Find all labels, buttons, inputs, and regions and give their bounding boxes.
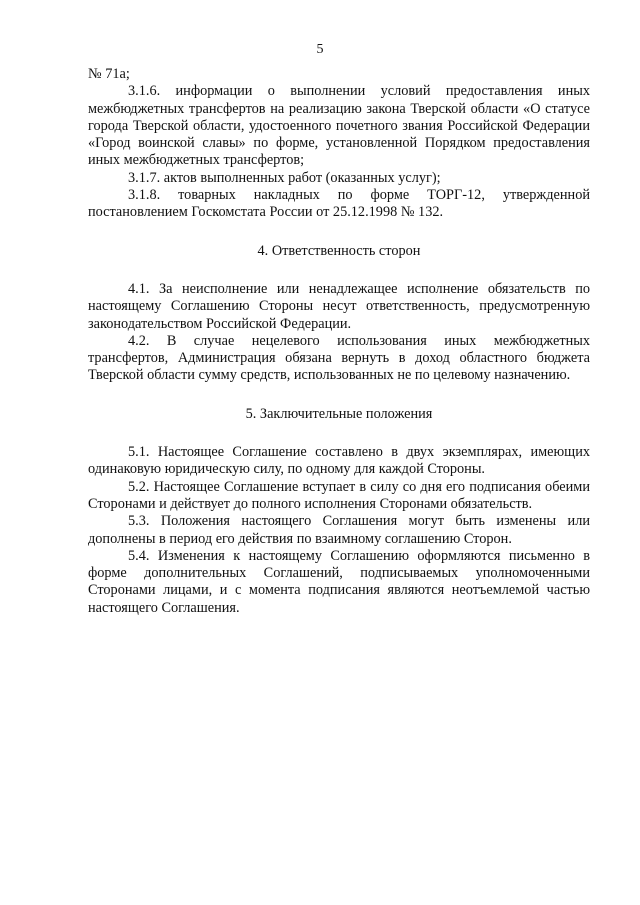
section-4-heading: 4. Ответственность сторон (257, 242, 421, 259)
section-4-body (88, 281, 590, 385)
paragraph-3-1-6: 3.1.6. информации о выполнении условий предоставления иных межбюджетных трансфертов на реализацию закона Тверской области «О статусе города Тверской области, удостоенного почетного звания Российской Федерации «Город воинской славы» по форме, установленной Порядком предоставления иных межбюджетных трансфертов; (88, 83, 590, 169)
paragraph-4-1: 4.1. За неисполнение или ненадлежащее исполнение обязательств по настоящему Соглашению Стороны несут ответственность, предусмотренную законодательством Российской Федерации. (88, 280, 590, 332)
paragraph-5-4: 5.4. Изменения к настоящему Соглашению оформляются письменно в форме дополнительных Соглашений, подписываемых уполномоченными Сторонами лицами, и с момента подписания являются неотъемлемой частью настоящего Соглашения. (88, 547, 590, 616)
paragraph-5-3: 5.3. Положения настоящего Соглашения могут быть изменены или дополнены в период его действия по взаимному соглашению Сторон. (88, 513, 590, 547)
paragraph-4-2: 4.2. В случае нецелевого использования иных межбюджетных трансфертов, Администрация обязана вернуть в доход областного бюджета Тверской области сумму средств, использованных не по целевому назначению. (88, 332, 590, 384)
document-body (88, 66, 590, 617)
page-number: 5 (316, 42, 324, 57)
paragraph-3-1-8: 3.1.8. товарных накладных по форме ТОРГ-12, утвержденной постановлением Госкомстата России от 25.12.1998 № 132. (88, 187, 590, 221)
paragraph-5-2: 5.2. Настоящее Соглашение вступает в силу со дня его подписания обеими Сторонами и действует до полного исполнения Сторонами обязательств. (88, 478, 590, 512)
section-5-body (88, 444, 590, 617)
paragraph-3-1-7: 3.1.7. актов выполненных работ (оказанных услуг); (128, 169, 441, 186)
section-5-heading: 5. Заключительные положения (245, 405, 433, 422)
paragraph-continuation: № 71а; (88, 66, 130, 82)
paragraph-5-1: 5.1. Настоящее Соглашение составлено в двух экземплярах, имеющих одинаковую юридическую силу, по одному для каждой Стороны. (88, 444, 590, 478)
